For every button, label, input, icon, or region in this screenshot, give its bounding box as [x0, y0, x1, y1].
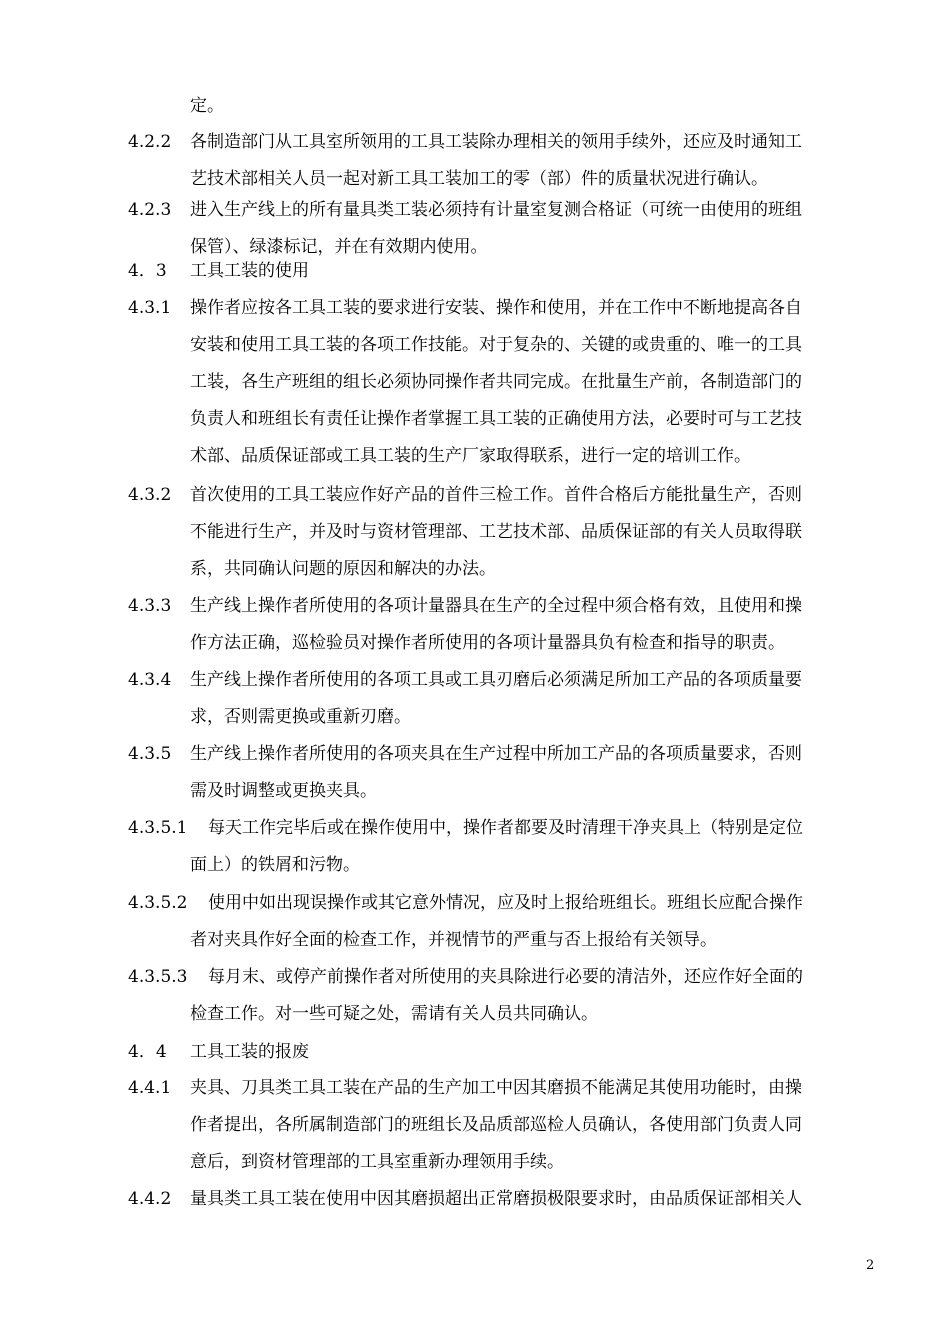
section-number: 4.3.4 [128, 670, 172, 690]
text-line: 操作者应按各工具工装的要求进行安装、操作和使用，并在工作中不断地提高各自 [190, 298, 802, 318]
text-line: 不能进行生产，并及时与资材管理部、工艺技术部、品质保证部的有关人员取得联 [190, 522, 802, 542]
text-line: 求，否则需更换或重新刃磨。 [190, 707, 411, 727]
text-line: 工装，各生产班组的组长必须协同操作者共同完成。在批量生产前，各制造部门的 [190, 372, 802, 392]
section-number: 4.2.3 [128, 200, 172, 220]
text-line: 使用中如出现误操作或其它意外情况，应及时上报给班组长。班组长应配合操作 [208, 893, 803, 913]
section-number: 4.3.5.2 [128, 893, 188, 913]
text-line: 负责人和班组长有责任让操作者掌握工具工装的正确使用方法，必要时可与工艺技 [190, 409, 802, 429]
text-line: 量具类工具工装在使用中因其磨损超出正常磨损极限要求时，由品质保证部相关人 [190, 1189, 802, 1209]
section-number: 4.3.5 [128, 744, 172, 764]
text-line: 进入生产线上的所有量具类工装必须持有计量室复测合格证（可统一由使用的班组 [190, 200, 802, 220]
text-line: 每天工作完毕后或在操作使用中，操作者都要及时清理干净夹具上（特别是定位 [208, 818, 803, 838]
section-number: 4.3.3 [128, 596, 172, 616]
text-line: 生产线上操作者所使用的各项计量器具在生产的全过程中须合格有效，且使用和操 [190, 596, 802, 616]
section-number: 4.3.1 [128, 298, 172, 318]
text-line: 作者提出，各所属制造部门的班组长及品质部巡检人员确认，各使用部门负责人同 [190, 1115, 802, 1135]
section-number: 4.2.2 [128, 132, 172, 152]
text-line: 检查工作。对一些可疑之处，需请有关人员共同确认。 [190, 1004, 598, 1024]
text-line: 术部、品质保证部或工具工装的生产厂家取得联系，进行一定的培训工作。 [190, 446, 751, 466]
text-line: 各制造部门从工具室所领用的工具工装除办理相关的领用手续外，还应及时通知工 [190, 132, 802, 152]
section-number: 4.3.5.3 [128, 967, 188, 987]
section-number: 4.4.1 [128, 1078, 172, 1098]
text-line: 夹具、刀具类工具工装在产品的生产加工中因其磨损不能满足其使用功能时，由操 [190, 1078, 802, 1098]
section-number: 4.3.5.1 [128, 818, 188, 838]
text-line: 安装和使用工具工装的各项工作技能。对于复杂的、关键的或贵重的、唯一的工具 [190, 335, 802, 355]
text-line: 首次使用的工具工装应作好产品的首件三检工作。首件合格后方能批量生产，否则 [190, 485, 802, 505]
text-line: 工具工装的使用 [190, 261, 309, 281]
section-number: 4．4 [128, 1042, 167, 1062]
text-line: 生产线上操作者所使用的各项工具或工具刃磨后必须满足所加工产品的各项质量要 [190, 670, 802, 690]
text-line: 艺技术部相关人员一起对新工具工装加工的零（部）件的质量状况进行确认。 [190, 169, 768, 189]
text-line: 保管）、绿漆标记，并在有效期内使用。 [190, 237, 488, 257]
page-number: 2 [866, 1258, 875, 1273]
text-line: 生产线上操作者所使用的各项夹具在生产过程中所加工产品的各项质量要求，否则 [190, 744, 802, 764]
text-line: 工具工装的报废 [190, 1042, 309, 1062]
text-line: 需及时调整或更换夹具。 [190, 781, 377, 801]
text-line: 作方法正确，巡检验员对操作者所使用的各项计量器具负有检查和指导的职责。 [190, 633, 785, 653]
text-line: 每月末、或停产前操作者对所使用的夹具除进行必要的清洁外，还应作好全面的 [208, 967, 803, 987]
text-line: 系，共同确认问题的原因和解决的办法。 [190, 559, 496, 579]
text-line: 意后，到资材管理部的工具室重新办理领用手续。 [190, 1152, 564, 1172]
section-number: 4.4.2 [128, 1189, 172, 1209]
section-number: 4．3 [128, 261, 167, 281]
text-line: 者对夹具作好全面的检查工作，并视情节的严重与否上报给有关领导。 [190, 930, 717, 950]
text-line: 面上）的铁屑和污物。 [190, 855, 360, 875]
text-line: 定。 [190, 96, 224, 116]
section-number: 4.3.2 [128, 485, 172, 505]
